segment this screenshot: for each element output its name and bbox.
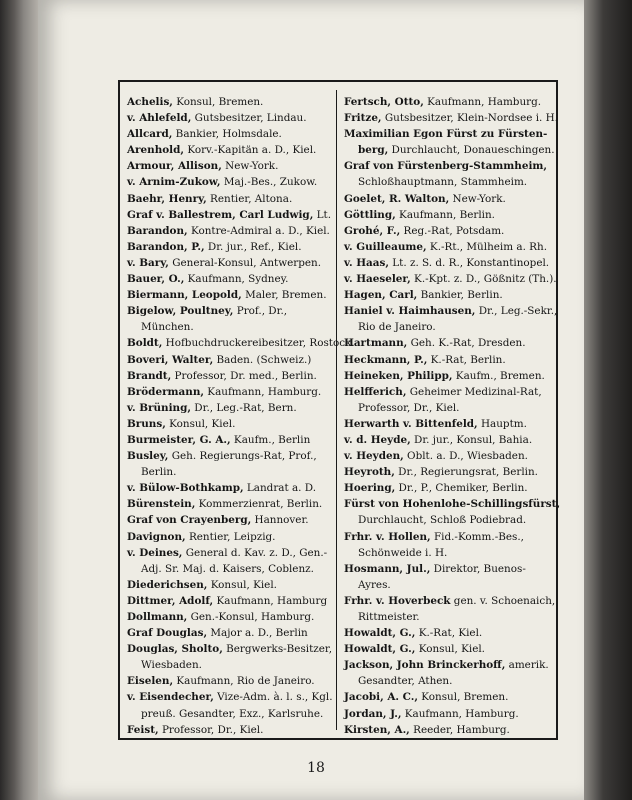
list-entry-continuation [344,545,552,561]
entry-details: Kaufmann, Rio de Janeiro. [173,675,315,688]
list-entry [127,287,331,303]
list-entry [344,529,552,545]
entry-name: Jacobi, A. C., [344,691,418,704]
entry-details: Gutsbesitzer, Lindau. [191,112,307,125]
entry-name: Fritze, [344,112,382,125]
entry-name: Helfferich, [344,385,407,398]
list-entry [127,545,331,561]
list-entry [127,142,331,158]
entry-name: Graf Douglas, [127,627,208,640]
entry-details: Reeder, Hamburg. [409,723,510,736]
entry-details: General d. Kav. z. D., Gen.- [182,546,328,559]
list-entry-continuation [127,319,331,335]
entry-details: Dr. jur., Konsul, Bahia. [410,433,533,446]
entry-details: Geheimer Medizinal-Rat, [406,385,542,398]
list-entry [344,706,552,722]
entry-details: Kaufmann, Hamburg. [423,96,542,108]
entry-details: New-York. [449,192,506,205]
entry-name: Douglas, Sholto, [127,643,223,656]
entry-name: v. Brüning, [127,401,191,414]
list-entry-continuation [344,512,552,528]
list-entry [127,432,331,448]
entry-name: Frhr. v. Hollen, [344,530,431,543]
entry-details: Durchlaucht, Schloß Podiebrad. [358,514,527,527]
entry-name: Kirsten, A., [344,723,410,736]
entry-name: Hagen, Carl, [344,289,418,302]
entry-details: Schloßhauptmann, Stammheim. [358,176,528,189]
list-entry [127,512,331,528]
entry-details: Hauptm. [477,417,527,430]
entry-details: Kaufmann, Sydney. [184,273,289,286]
entry-name: Fürst von Hohenlohe-Schillingsfürst, [344,498,561,511]
entry-name: Busley, [127,450,169,463]
list-entry [344,448,552,464]
entry-name: Barandon, [127,224,188,237]
entry-details: Professor, Dr., Kiel. [158,723,264,736]
entry-name: Armour, Allison, [127,160,222,173]
entry-details: Kommerzienrat, Berlin. [195,498,323,511]
list-entry [344,722,552,738]
entry-details: Bankier, Berlin. [417,289,503,302]
entry-name: v. Deines, [127,546,183,559]
list-entry [344,561,552,577]
entry-name: Heckmann, P., [344,353,428,366]
entry-details: amerik. [505,659,549,672]
column-divider [336,90,337,730]
list-entry [127,722,331,738]
entry-details: Rentier, Altona. [206,192,293,205]
right-column [344,94,561,738]
list-entry [344,416,552,432]
list-entry [127,271,331,287]
list-entry [127,689,331,705]
list-entry [344,223,552,239]
list-entry [344,94,552,110]
list-entry [127,625,331,641]
list-entry [344,158,552,174]
entry-name: Fertsch, Otto, [344,96,424,108]
list-entry-continuation [127,657,331,673]
list-entry [344,464,552,480]
entry-name: Boveri, Walter, [127,353,214,366]
list-entry [344,126,552,142]
entry-details: Ayres. [358,578,391,591]
list-entry-continuation [344,400,552,416]
entry-details: General-Konsul, Antwerpen. [168,256,322,269]
entry-name: Hoering, [344,482,396,495]
list-entry [344,368,552,384]
entry-details: Konsul, Kiel. [207,578,277,591]
list-entry-continuation [344,319,552,335]
page-number: 18 [307,760,325,776]
list-entry-continuation [127,561,331,577]
book-spine [0,0,40,800]
list-entry [127,529,331,545]
list-entry [344,207,552,223]
entry-name: Brödermann, [127,385,204,398]
entry-details: Durchlaucht, Donaueschingen. [388,144,555,157]
list-entry [127,191,331,207]
entry-name: Frhr. v. Hoverbeck [344,594,451,607]
entry-details: Dr., Leg.-Rat, Bern. [190,401,297,414]
entry-details: Dr., P., Chemiker, Berlin. [395,482,528,495]
entry-name: Maximilian Egon Fürst zu Fürsten- [344,128,548,141]
entry-name: v. Guilleaume, [344,240,427,253]
list-entry [127,673,331,689]
entry-name: Barandon, P., [127,240,205,253]
entry-name: Graf v. Ballestrem, Carl Ludwig, [127,208,314,221]
entry-details: Maj.-Bes., Zukow. [220,176,318,189]
list-entry [344,303,558,319]
list-entry [127,207,331,223]
entry-name: Dollmann, [127,611,188,623]
entry-name: Davignon, [127,530,186,543]
entry-details: Kaufmann, Hamburg [213,594,328,607]
entry-name: Biermann, Leopold, [127,289,242,302]
list-entry-continuation [344,174,552,190]
entry-name: v. Haas, [344,256,389,269]
list-entry [127,174,331,190]
entry-name: Hosmann, Jul., [344,562,431,575]
entry-details: Kontre-Admiral a. D., Kiel. [187,224,330,237]
list-entry [344,335,552,351]
entry-details: Reg.-Rat, Potsdam. [400,224,505,237]
list-entry [344,593,556,609]
entry-details: Kaufmann, Berlin. [395,208,495,221]
entry-name: Bigelow, Poultney, [127,305,234,318]
list-entry [127,352,331,368]
list-entry [127,609,331,625]
entry-details: Oblt. a. D., Wiesbaden. [403,450,528,463]
list-entry [127,303,331,319]
list-entry [127,496,331,512]
list-entry [127,368,331,384]
entry-name: Jordan, J., [344,707,402,720]
list-entry-continuation [344,609,552,625]
list-entry [127,158,331,174]
entry-details: Konsul, Kiel. [415,643,485,656]
list-entry [127,94,331,110]
entry-name: v. Bary, [127,256,169,269]
entry-details: Fid.-Komm.-Bes., [430,530,524,543]
entry-details: Rio de Janeiro. [358,321,436,334]
entry-details: Kaufmann, Hamburg. [204,385,322,398]
entry-details: Adj. Sr. Maj. d. Kaisers, Coblenz. [141,562,314,575]
list-entry [344,432,552,448]
list-entry [344,625,552,641]
entry-details: Prof., Dr., [233,305,288,318]
entry-details: preuß. Gesandter, Exz., Karlsruhe. [141,707,324,720]
entry-name: Howaldt, G., [344,627,416,640]
entry-name: v. Eisendecher, [127,691,214,704]
entry-name: Dittmer, Adolf, [127,594,214,607]
entry-details: Gen.-Konsul, Hamburg. [187,611,315,623]
entry-details: K.-Kpt. z. D., Gößnitz (Th.). [410,273,557,286]
entry-name: v. Bülow-Bothkamp, [127,482,244,495]
list-entry [344,384,552,400]
entry-name: Hartmann, [344,337,408,350]
entry-details: Konsul, Bremen. [417,691,509,704]
list-entry [127,126,331,142]
entry-name: Brandt, [127,369,172,382]
entry-name: Goelet, R. Walton, [344,192,450,205]
facing-page-edge [584,0,632,800]
entry-name: Arenhold, [127,144,185,157]
entry-details: Rentier, Leipzig. [185,530,276,543]
entry-name: v. Heyden, [344,450,404,463]
entry-name: Eiselen, [127,675,174,688]
entry-name: Heyroth, [344,466,395,479]
list-entry [344,110,558,126]
list-entry [344,352,552,368]
list-entry [127,239,331,255]
entry-name: Baehr, Henry, [127,192,207,205]
list-entry [344,496,561,512]
entry-details: Lt. z. S. d. R., Konstantinopel. [388,256,550,269]
entry-details: Geh. Regierungs-Rat, Prof., [168,450,317,463]
entry-name: Allcard, [127,128,173,141]
list-entry [127,641,331,657]
entry-details: Schönweide i. H. [358,546,448,559]
entry-name: berg, [358,144,389,157]
entry-details: Vize-Adm. à. l. s., Kgl. [213,691,333,704]
list-entry [344,191,552,207]
entry-name: Diederichsen, [127,578,208,591]
entry-name: Feist, [127,723,159,736]
entry-details: Dr., Regierungsrat, Berlin. [394,466,538,479]
list-entry [344,287,552,303]
list-entry [344,657,552,673]
entry-details: Professor, Dr., Kiel. [358,401,460,414]
entry-details: Direktor, Buenos- [430,562,526,575]
list-entry [344,239,552,255]
entry-details: Major a. D., Berlin [207,627,308,640]
entry-name: Bruns, [127,417,166,430]
entry-details: Gesandter, Athen. [358,675,453,688]
entry-details: Wiesbaden. [141,659,202,672]
entry-name: Haniel v. Haimhausen, [344,305,476,318]
entry-details: Rittmeister. [358,611,420,623]
entry-details: Bergwerks-Besitzer, [222,643,333,656]
entry-name: Bürenstein, [127,498,196,511]
list-entry-continuation [344,577,552,593]
entry-details: Hofbuchdruckereibesitzer, Rostock. [162,337,355,350]
entry-details: Dr. jur., Ref., Kiel. [204,240,302,253]
entry-name: Heineken, Philipp, [344,369,453,382]
list-entry [344,480,552,496]
list-entry [127,480,331,496]
list-entry-continuation [127,464,331,480]
entry-details: Baden. (Schweiz.) [213,353,312,366]
entry-details: Landrat a. D. [243,482,317,495]
list-entry [127,577,331,593]
entry-details: Dr., Leg.-Sekr., [475,305,558,318]
list-entry [344,641,552,657]
entry-name: Burmeister, G. A., [127,433,231,446]
list-entry [127,448,331,464]
entry-name: Achelis, [127,96,173,108]
entry-details: Lt. [313,208,332,221]
entry-details: Geh. K.-Rat, Dresden. [407,337,526,350]
entry-details: München. [141,321,194,334]
list-entry [127,416,331,432]
list-entry [127,110,331,126]
entry-details: Hannover. [251,514,309,527]
entry-details: Professor, Dr. med., Berlin. [171,369,317,382]
entry-details: New-York. [221,160,279,173]
entry-details: gen. v. Schoenaich, [450,594,556,607]
entry-name: Boldt, [127,337,163,350]
entry-name: Göttling, [344,208,396,221]
entry-name: v. Arnim-Zukow, [127,176,221,189]
entry-details: K.-Rt., Mülheim a. Rh. [426,240,548,253]
entry-name: Bauer, O., [127,273,185,286]
entry-name: Herwarth v. Bittenfeld, [344,417,478,430]
entry-name: v. Haeseler, [344,273,411,286]
entry-name: Jackson, John Brinckerhoff, [344,659,506,672]
list-entry [344,689,552,705]
entry-details: K.-Rat, Berlin. [427,353,506,366]
list-entry [127,335,355,351]
entry-details: Maler, Bremen. [241,289,327,302]
entry-details: Kaufm., Berlin [230,433,311,446]
entry-name: Howaldt, G., [344,643,416,656]
list-entry-continuation [344,142,555,158]
list-entry-continuation [127,706,331,722]
entry-details: Bankier, Holmsdale. [172,128,282,141]
list-entry [127,593,331,609]
entry-name: v. d. Heyde, [344,433,411,446]
list-entry [127,400,331,416]
entry-details: Konsul, Bremen. [172,96,264,108]
list-entry [127,223,331,239]
list-entry [344,255,552,271]
entry-details: Korv.-Kapitän a. D., Kiel. [184,144,317,157]
entry-details: Berlin. [141,466,177,479]
entry-name: Graf von Crayenberg, [127,514,252,527]
entry-name: v. Ahlefeld, [127,112,192,125]
entry-details: Konsul, Kiel. [165,417,236,430]
entry-name: Graf von Fürstenberg-Stammheim, [344,160,548,173]
entry-details: Kaufmann, Hamburg. [401,707,519,720]
entry-details: Gutsbesitzer, Klein-Nordsee i. H. [381,112,558,125]
entry-details: Kaufm., Bremen. [452,369,545,382]
list-entry-continuation [344,673,552,689]
list-entry [344,271,557,287]
entry-name: Grohé, F., [344,224,401,237]
list-entry [127,255,331,271]
list-entry [127,384,331,400]
entry-details: K.-Rat, Kiel. [415,627,483,640]
left-column [127,94,355,738]
